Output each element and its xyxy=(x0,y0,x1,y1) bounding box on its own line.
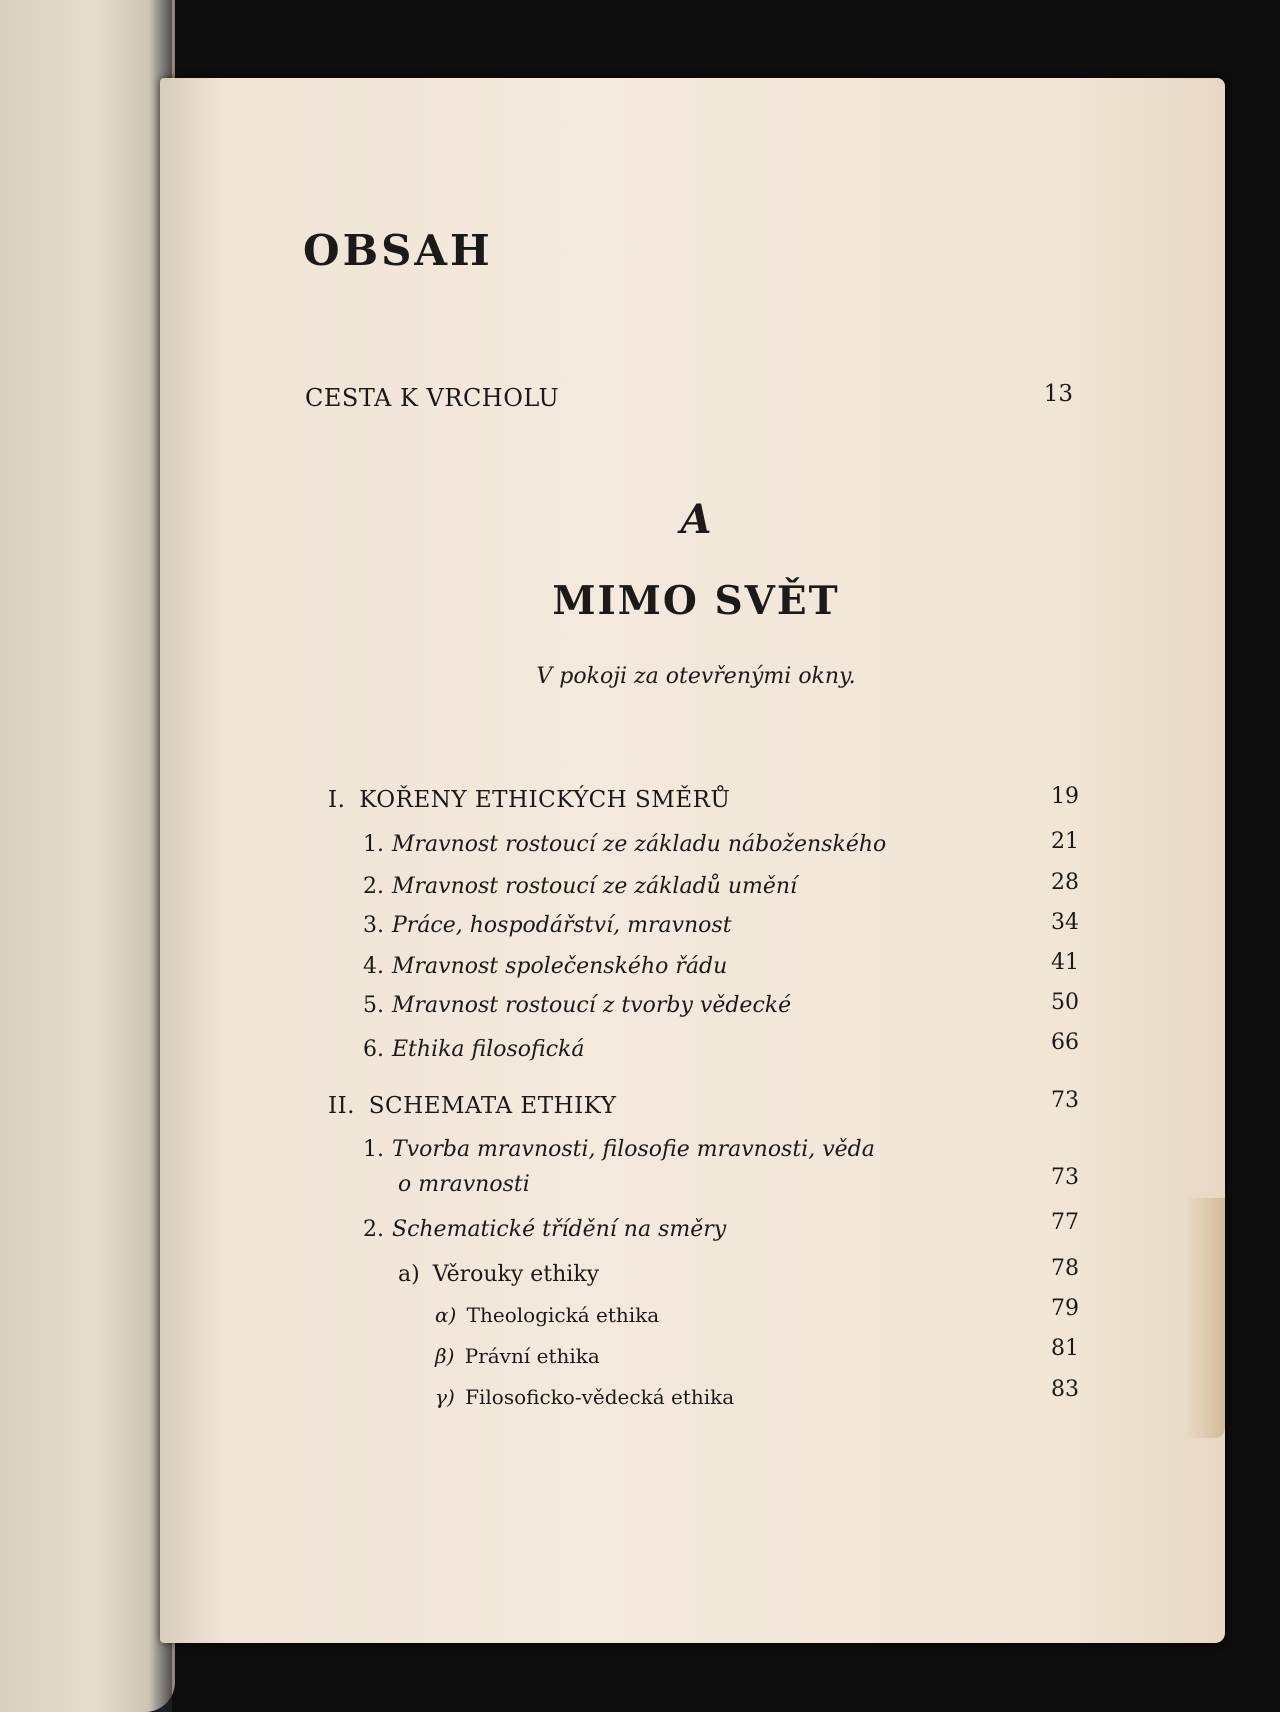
subsubitem-title: Theologická ethika xyxy=(466,1303,660,1327)
item-title-line1: Tvorba mravnosti, filosofie mravnosti, věda xyxy=(392,1137,875,1162)
section-number: II. xyxy=(328,1093,355,1119)
toc-item xyxy=(363,832,886,857)
subitem-title: Věrouky ethiky xyxy=(432,1262,600,1287)
section-title: KOŘENY ETHICKÝCH SMĚRŮ xyxy=(359,787,731,813)
toc-item-continuation xyxy=(398,1172,530,1197)
toc-item xyxy=(363,1037,584,1062)
toc-subsubitem xyxy=(435,1385,734,1409)
subsubitem-label: α) xyxy=(435,1303,457,1327)
item-page: 73 xyxy=(1051,1165,1079,1190)
subsubitem-page: 79 xyxy=(1051,1296,1079,1321)
item-title: Mravnost rostoucí ze základu náboženského xyxy=(392,832,887,857)
item-number: 4. xyxy=(363,954,384,979)
toc-item xyxy=(363,993,791,1018)
item-page: 34 xyxy=(1051,910,1079,935)
item-number: 2. xyxy=(363,874,384,899)
subsubitem-page: 83 xyxy=(1051,1377,1079,1402)
left-page xyxy=(0,0,175,1712)
item-title-line2: o mravnosti xyxy=(398,1172,530,1197)
item-title: Schematické třídění na směry xyxy=(392,1217,727,1242)
subitem-page: 78 xyxy=(1051,1256,1079,1281)
item-title: Mravnost rostoucí z tvorby vědecké xyxy=(392,993,792,1018)
toc-section-1 xyxy=(328,787,730,813)
item-number: 5. xyxy=(363,993,384,1018)
item-title: Mravnost rostoucí ze základů umění xyxy=(392,874,798,899)
toc-subitem xyxy=(398,1262,599,1287)
item-page: 77 xyxy=(1051,1210,1079,1235)
item-number: 1. xyxy=(363,832,384,857)
item-page: 21 xyxy=(1051,829,1079,854)
item-title: Práce, hospodářství, mravnost xyxy=(392,913,732,938)
part-subtitle: V pokoji za otevřenými okny. xyxy=(536,664,856,689)
toc-item xyxy=(363,874,797,899)
page-edge-stain xyxy=(1185,1198,1225,1438)
item-number: 1. xyxy=(363,1137,384,1162)
toc-item xyxy=(363,1137,875,1162)
subitem-label: a) xyxy=(398,1262,420,1287)
subsubitem-label: β) xyxy=(435,1344,455,1368)
subsubitem-title: Filosoficko-vědecká ethika xyxy=(465,1385,735,1409)
toc-item xyxy=(363,1217,726,1242)
intro-entry-page: 13 xyxy=(1043,381,1073,407)
subsubitem-title: Právní ethika xyxy=(464,1344,600,1368)
subsubitem-page: 81 xyxy=(1051,1336,1079,1361)
item-title: Ethika filosofická xyxy=(392,1037,585,1062)
subsubitem-label: γ) xyxy=(435,1385,455,1409)
item-page: 41 xyxy=(1051,950,1079,975)
section-page: 19 xyxy=(1051,784,1079,809)
item-page: 50 xyxy=(1051,990,1079,1015)
section-title: SCHEMATA ETHIKY xyxy=(368,1093,617,1119)
item-number: 2. xyxy=(363,1217,384,1242)
item-page: 66 xyxy=(1051,1030,1079,1055)
item-number: 3. xyxy=(363,913,384,938)
item-number: 6. xyxy=(363,1037,384,1062)
toc-section-2 xyxy=(328,1093,616,1119)
part-title: MIMO SVĚT xyxy=(552,578,840,624)
toc-subsubitem xyxy=(435,1344,600,1368)
toc-subsubitem xyxy=(435,1303,659,1327)
section-page: 73 xyxy=(1051,1088,1079,1113)
intro-entry-title: CESTA K VRCHOLU xyxy=(305,384,560,412)
section-number: I. xyxy=(328,787,346,813)
toc-item xyxy=(363,913,732,938)
part-letter: A xyxy=(680,496,712,543)
item-page: 28 xyxy=(1051,870,1079,895)
item-title: Mravnost společenského řádu xyxy=(392,954,728,979)
toc-item xyxy=(363,954,727,979)
page-title: OBSAH xyxy=(303,226,493,275)
